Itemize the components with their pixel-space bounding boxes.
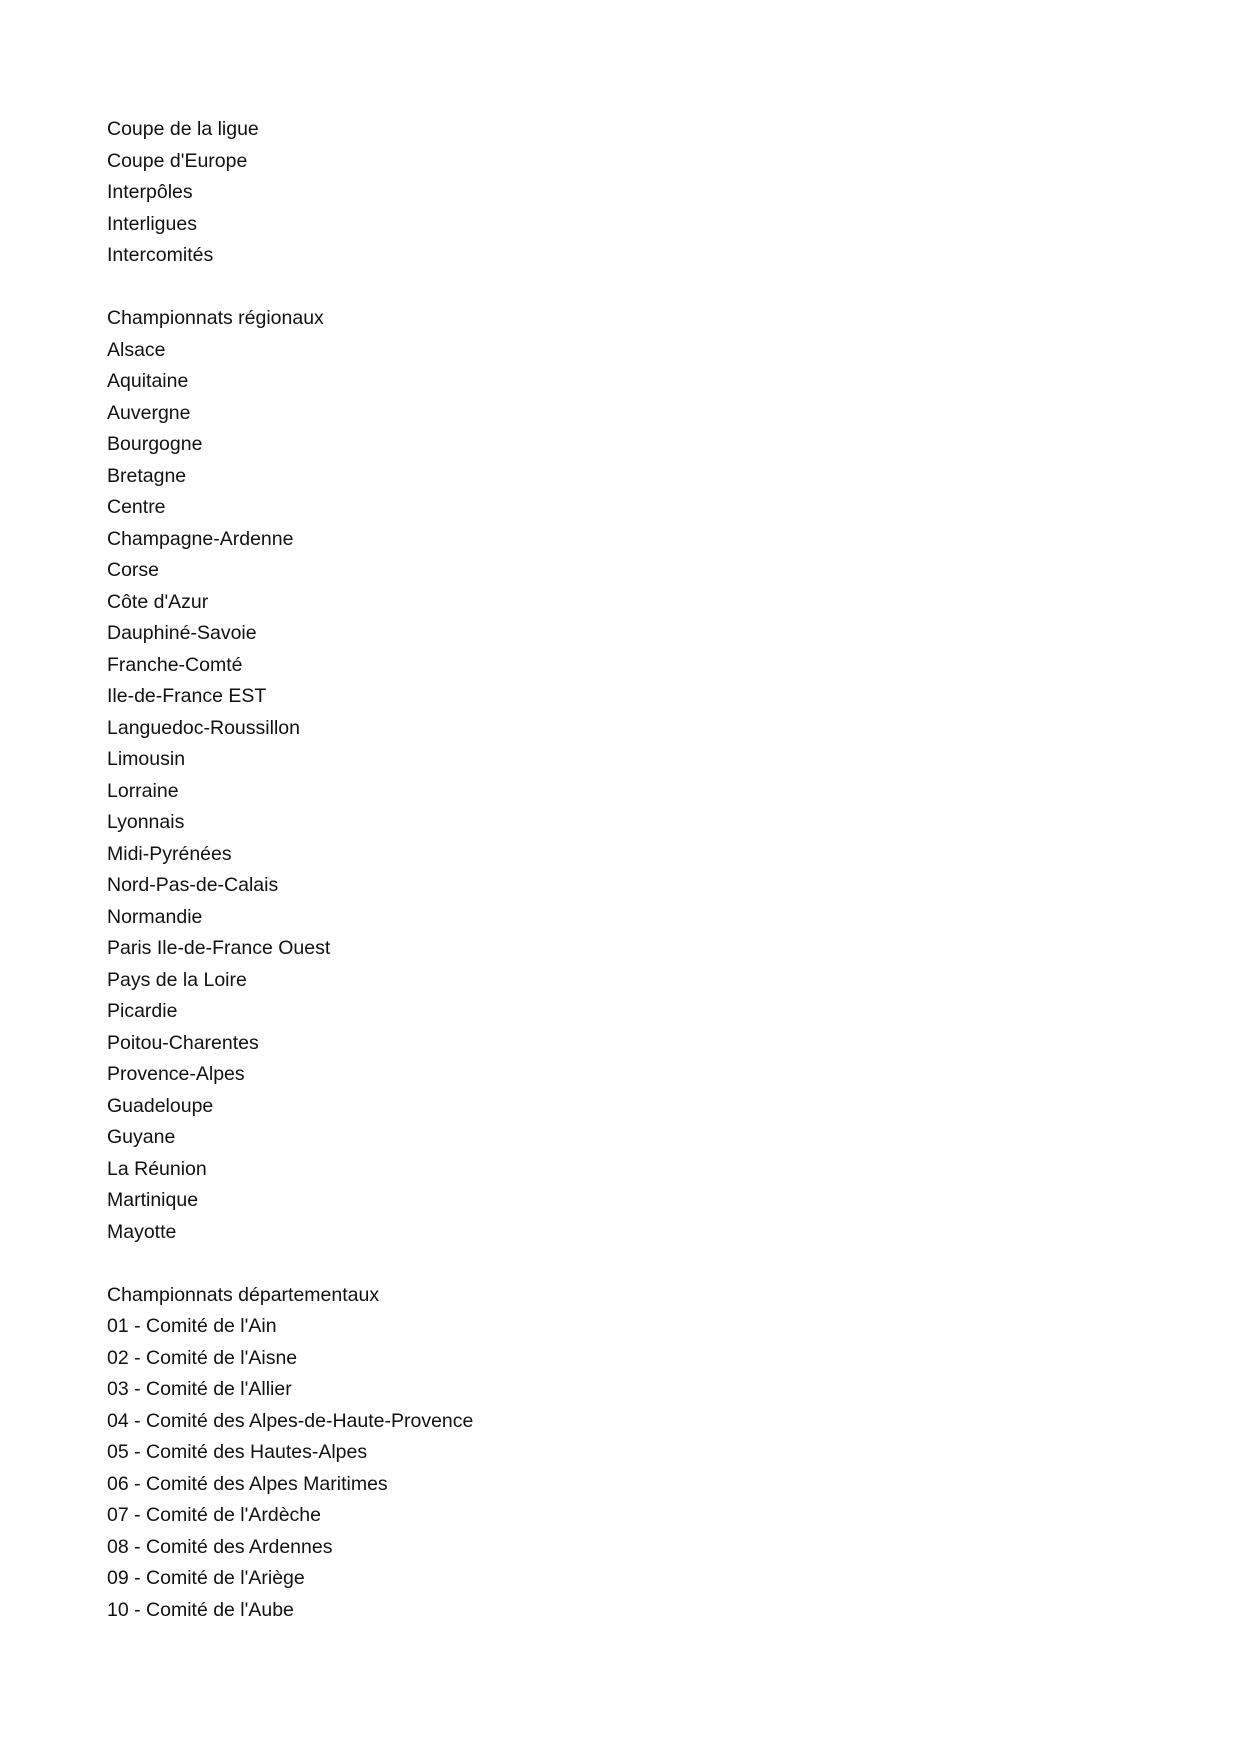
region-item: Normandie <box>107 905 203 928</box>
region-item: Côte d'Azur <box>107 590 209 613</box>
department-item: 02 - Comité de l'Aisne <box>107 1346 298 1369</box>
region-item: Provence-Alpes <box>107 1063 245 1085</box>
region-item: Lyonnais <box>107 811 185 833</box>
competition-item: Coupe d'Europe <box>107 149 248 172</box>
region-item: Centre <box>107 496 166 518</box>
competitions-list <box>107 114 473 272</box>
region-item: Guadeloupe <box>107 1094 214 1117</box>
region-item: Paris Ile-de-France Ouest <box>107 937 331 959</box>
region-item: Bretagne <box>107 464 187 487</box>
competition-item: Interpôles <box>107 181 193 203</box>
region-item: Auvergne <box>107 401 191 424</box>
department-item: 07 - Comité de l'Ardèche <box>107 1504 321 1526</box>
region-item: Champagne-Ardenne <box>107 527 294 550</box>
department-item: 10 - Comité de l'Aube <box>107 1598 294 1621</box>
region-item: Limousin <box>107 748 186 770</box>
blank-line <box>107 272 473 304</box>
region-item: Martinique <box>107 1189 199 1211</box>
departmental-list <box>107 1311 473 1626</box>
department-item: 03 - Comité de l'Allier <box>107 1378 292 1400</box>
department-item: 08 - Comité des Ardennes <box>107 1535 333 1558</box>
competition-item: Coupe de la ligue <box>107 118 259 140</box>
region-item: Mayotte <box>107 1220 177 1243</box>
region-item: Pays de la Loire <box>107 968 247 991</box>
region-item: Nord-Pas-de-Calais <box>107 874 279 896</box>
region-item: Languedoc-Roussillon <box>107 716 300 739</box>
region-item: Franche-Comté <box>107 653 243 676</box>
region-item: Picardie <box>107 1000 178 1022</box>
regional-heading: Championnats régionaux <box>107 307 324 329</box>
region-item: Guyane <box>107 1126 176 1148</box>
region-item: Corse <box>107 559 160 581</box>
department-item: 01 - Comité de l'Ain <box>107 1315 277 1337</box>
region-item: Aquitaine <box>107 370 189 392</box>
region-item: Ile-de-France EST <box>107 685 267 707</box>
regional-list <box>107 335 473 1249</box>
competition-item: Intercomités <box>107 244 214 266</box>
region-item: Lorraine <box>107 779 179 802</box>
departmental-heading: Championnats départementaux <box>107 1283 380 1306</box>
region-item: Bourgogne <box>107 433 203 455</box>
department-item: 04 - Comité des Alpes-de-Haute-Provence <box>107 1409 474 1432</box>
competition-item: Interligues <box>107 212 197 235</box>
region-item: Dauphiné-Savoie <box>107 622 257 644</box>
region-item: Poitou-Charentes <box>107 1031 259 1054</box>
department-item: 09 - Comité de l'Ariège <box>107 1567 305 1589</box>
region-item: Alsace <box>107 338 166 361</box>
department-item: 05 - Comité des Hautes-Alpes <box>107 1441 368 1463</box>
department-item: 06 - Comité des Alpes Maritimes <box>107 1472 388 1495</box>
region-item: La Réunion <box>107 1157 207 1180</box>
document-page <box>107 114 473 1626</box>
blank-line <box>107 1248 473 1280</box>
region-item: Midi-Pyrénées <box>107 842 232 865</box>
